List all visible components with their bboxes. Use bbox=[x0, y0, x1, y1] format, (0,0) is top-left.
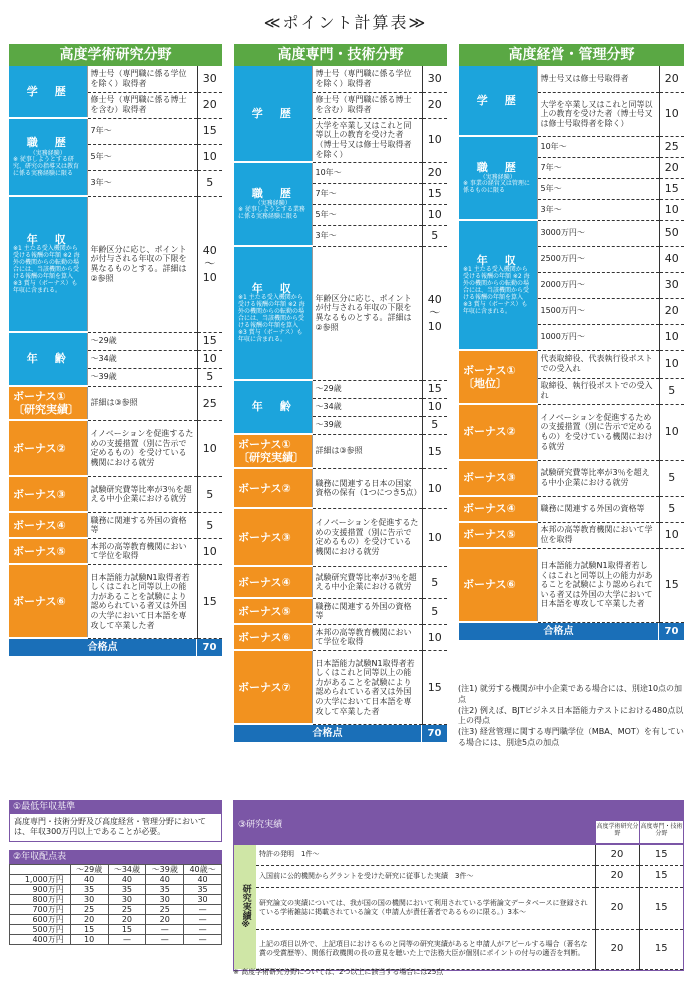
bonus-row: 詳細は③参照 bbox=[312, 434, 422, 468]
col-header-professional: 高度専門・技術分野 bbox=[639, 821, 683, 843]
points-value: 10 bbox=[197, 420, 222, 476]
income-row: 年齢区分に応じ、ポイントが付与される年収の下限を異なるものとする。詳細は②参照 bbox=[312, 246, 422, 380]
points-value: 15 bbox=[197, 118, 222, 144]
note-item: (注3) 経営管理に関する専門職学位（MBA、MOT）を有している場合には、別途5点の加点 bbox=[458, 727, 684, 747]
bonus-row: 職務に関連する外国の資格等 bbox=[537, 496, 659, 522]
bonus-label: ボーナス④ bbox=[234, 566, 312, 598]
points-value: 20 bbox=[659, 298, 684, 324]
points-value: 40 〜 10 bbox=[422, 246, 447, 380]
points-value: 10 bbox=[422, 468, 447, 508]
points-value: 5 bbox=[659, 496, 684, 522]
table-row: 上記の項目以外で、上記項目におけるものと同等の研究実績があると申請人がアピールする場合（著名な賞の受賞歴等）、関係行政機関の長の意見を聴いた上で法務大臣が個別にポイントの付与の適否を判断。 20 15 bbox=[234, 929, 683, 969]
points-table bbox=[234, 66, 447, 725]
bonus-row: 取締役、執行役ポストでの受入れ bbox=[537, 378, 659, 404]
bonus-row: イノベーションを促進するための支援措置（別に告示で定めるもの）を受けている機関における就労 bbox=[537, 404, 659, 460]
age-row: 〜34歳 bbox=[312, 398, 422, 416]
points-value: 20 bbox=[422, 162, 447, 183]
points-value: 10 bbox=[422, 508, 447, 566]
career-row: 3年〜 bbox=[87, 170, 197, 196]
income-label: 年 収 ※1 主たる受入機関から受ける報酬の年額 ※2 海外の機関からの転勤の場合には、当該機関から受ける報酬の年額を算入 ※3 賞与（ボーナス）も年収に含まれる。 bbox=[9, 196, 87, 332]
income-row: 年齢区分に応じ、ポイントが付与される年収の下限を異なるものとする。詳細は②参照 bbox=[87, 196, 197, 332]
career-label: 職 歴 （実務経験） ※ 事業の経営又は管理に係るものに限る bbox=[459, 136, 537, 220]
table-row: 500万円 15 15 — — bbox=[10, 925, 222, 935]
career-row: 5年〜 bbox=[312, 204, 422, 225]
table-row: 600万円 20 20 20 — bbox=[10, 915, 222, 925]
note-item: (注1) 就労する機関が中小企業である場合には、別途10点の加点 bbox=[458, 684, 683, 704]
points-value: 10 bbox=[659, 324, 684, 350]
points-value: 15 bbox=[659, 548, 684, 622]
career-row: 5年〜 bbox=[87, 144, 197, 170]
points-value: 20 bbox=[422, 92, 447, 118]
income-row: 2500万円〜 bbox=[537, 246, 659, 272]
income-label: 年 収 ※1 主たる受入機関から受ける報酬の年額 ※2 海外の機関からの転勤の場合には、当該機関から受ける報酬の年額を算入 ※3 賞与（ボーナス）も年収に含まれる。 bbox=[234, 246, 312, 380]
career-row: 3年〜 bbox=[537, 199, 659, 220]
points-value: 50 bbox=[659, 220, 684, 246]
age-row: 〜29歳 bbox=[87, 332, 197, 350]
points-value: 10 bbox=[659, 350, 684, 378]
bonus-row: 代表取締役、代表執行役ポストでの受入れ bbox=[537, 350, 659, 378]
points-value: 15 bbox=[197, 564, 222, 638]
column-header: 高度経営・管理分野 bbox=[459, 44, 684, 66]
column-business-management bbox=[459, 44, 684, 640]
career-row: 7年〜 bbox=[537, 157, 659, 178]
bonus-label: ボーナス⑤ bbox=[234, 598, 312, 624]
page-title: ≪ポイント計算表≫ bbox=[263, 13, 428, 32]
bonus-row: 職務に関連する日本の国家資格の保有（1つにつき5点） bbox=[312, 468, 422, 508]
bonus-label: ボーナス② bbox=[459, 404, 537, 460]
table-row: 研究実績※ 特許の発明 1件〜 20 15 bbox=[234, 845, 683, 865]
points-value: 5 bbox=[659, 460, 684, 496]
bonus-row: イノベーションを促進するための支援措置（別に告示で定めるもの）を受けている機関における就労 bbox=[87, 420, 197, 476]
bonus-label: ボーナス⑤ bbox=[9, 538, 87, 564]
bonus-label: ボーナス④ bbox=[459, 496, 537, 522]
bonus-label: ボーナス③ bbox=[9, 476, 87, 512]
bonus-row: 日本語能力試験N1取得者若しくはこれと同等以上の能力があることを試験により認められている者又は外国の大学において日本語を専攻して卒業した者 bbox=[312, 650, 422, 724]
age-row: 〜39歳 bbox=[87, 368, 197, 386]
points-value: 10 bbox=[422, 624, 447, 650]
points-value: 10 bbox=[197, 538, 222, 564]
points-table bbox=[459, 66, 684, 623]
col-header-academic: 高度学術研究分野 bbox=[595, 821, 639, 843]
points-value: 5 bbox=[197, 368, 222, 386]
bonus-row: 試験研究費等比率が3％を超える中小企業における就労 bbox=[87, 476, 197, 512]
points-value: 10 bbox=[659, 199, 684, 220]
table-row: 700万円 25 25 25 — bbox=[10, 905, 222, 915]
table-row: 入国前に公的機関からグラントを受けた研究に従事した実績 3件〜 20 15 bbox=[234, 865, 683, 887]
points-value: 20 bbox=[659, 157, 684, 178]
bonus-row: 日本語能力試験N1取得者若しくはこれと同等以上の能力があることを試験により認められている者又は外国の大学において日本語を専攻して卒業した者 bbox=[537, 548, 659, 622]
points-value: 15 bbox=[422, 380, 447, 398]
note-item: (注2) 例えば、BJTビジネス日本語能力テストにおける480点以上の得点 bbox=[458, 705, 684, 726]
bonus-row: 試験研究費等比率が3％を超える中小企業における就労 bbox=[537, 460, 659, 496]
education-row: 修士号（専門職に係る博士を含む）取得者 bbox=[312, 92, 422, 118]
income-row: 2000万円〜 bbox=[537, 272, 659, 298]
table-row: 研究論文の実績については、我が国の国の機関において利用されている学術論文データベースに登録されている学術雑誌に掲載されている論文（申請人が責任著者であるものに限る。）3本〜 20 15 bbox=[234, 887, 683, 929]
age-label: 年 齢 bbox=[9, 332, 87, 386]
bonus-label: ボーナス② bbox=[234, 468, 312, 508]
education-row: 博士号又は修士号取得者 bbox=[537, 66, 659, 92]
career-row: 3年〜 bbox=[312, 225, 422, 246]
points-value: 15 bbox=[422, 434, 447, 468]
income-row: 1500万円〜 bbox=[537, 298, 659, 324]
box-title: ①最低年収基準 bbox=[9, 800, 222, 814]
pass-score-bar: 合格点 70 bbox=[459, 623, 684, 640]
income-points-table bbox=[9, 850, 222, 945]
bonus-label: ボーナス③ bbox=[459, 460, 537, 496]
pass-score-bar: 合格点 70 bbox=[9, 639, 222, 656]
points-value: 25 bbox=[659, 136, 684, 157]
points-value: 5 bbox=[197, 170, 222, 196]
income-row: 3000万円〜 bbox=[537, 220, 659, 246]
table-row: 400万円 10 — — — bbox=[10, 935, 222, 945]
bonus-label: ボーナス⑤ bbox=[459, 522, 537, 548]
points-value: 40 bbox=[659, 246, 684, 272]
education-row: 大学を卒業し又はこれと同等以上の教育を受けた者（博士号又は修士号取得者を除く） bbox=[312, 118, 422, 162]
education-row: 博士号（専門職に係る学位を除く）取得者 bbox=[312, 66, 422, 92]
age-row: 〜39歳 bbox=[312, 416, 422, 434]
points-value: 10 bbox=[422, 204, 447, 225]
column-header: 高度専門・技術分野 bbox=[234, 44, 447, 66]
bonus-label: ボーナス① 〔研究実績〕 bbox=[234, 434, 312, 468]
education-label: 学 歴 bbox=[9, 66, 87, 118]
points-value: 10 bbox=[197, 350, 222, 368]
column-professional-technical bbox=[234, 44, 447, 742]
income-row: 1000万円〜 bbox=[537, 324, 659, 350]
education-label: 学 歴 bbox=[234, 66, 312, 162]
box-title: ②年収配点表 bbox=[9, 850, 222, 864]
points-value: 20 bbox=[659, 66, 684, 92]
points-value: 30 bbox=[197, 66, 222, 92]
education-row: 博士号（専門職に係る学位を除く）取得者 bbox=[87, 66, 197, 92]
bonus-row: イノベーションを促進するための支援措置（別に告示で定めるもの）を受けている機関における就労 bbox=[312, 508, 422, 566]
education-row: 修士号（専門職に係る博士を含む）取得者 bbox=[87, 92, 197, 118]
pass-score-bar: 合格点 70 bbox=[234, 725, 447, 742]
table-row: 800万円 30 30 30 30 bbox=[10, 895, 222, 905]
bonus-row: 本邦の高等教育機関において学位を取得 bbox=[312, 624, 422, 650]
points-value: 15 bbox=[659, 178, 684, 199]
bonus-label: ボーナス⑥ bbox=[459, 548, 537, 622]
bonus-row: 本邦の高等教育機関において学位を取得 bbox=[87, 538, 197, 564]
bonus-row: 試験研究費等比率が3％を超える中小企業における就労 bbox=[312, 566, 422, 598]
career-row: 7年〜 bbox=[312, 183, 422, 204]
notes bbox=[458, 684, 684, 749]
points-value: 15 bbox=[197, 332, 222, 350]
research-box bbox=[233, 800, 684, 971]
points-value: 10 bbox=[659, 404, 684, 460]
research-header bbox=[234, 801, 683, 845]
points-value: 10 bbox=[659, 522, 684, 548]
bonus-label: ボーナス⑥ bbox=[9, 564, 87, 638]
box-text: 高度専門・技術分野及び高度経営・管理分野においては、年収300万円以上であることが必要。 bbox=[9, 814, 222, 842]
career-label: 職 歴 （実務経験） ※ 従事しようとする研究、研究の指導又は教育に係る実務経験に限る bbox=[9, 118, 87, 196]
table-row: 900万円 35 35 35 35 bbox=[10, 885, 222, 895]
points-value: 30 bbox=[422, 66, 447, 92]
career-row: 10年〜 bbox=[537, 136, 659, 157]
points-value: 5 bbox=[659, 378, 684, 404]
income-label: 年 収 ※1 主たる受入機関から受ける報酬の年額 ※2 海外の機関からの転勤の場合には、当該機関から受ける報酬の年額を算入 ※3 賞与（ボーナス）も年収に含まれる。 bbox=[459, 220, 537, 350]
income-grid: 〜29歳 〜34歳 〜39歳 40歳〜 1,000万円 40 40 40 40 900万円 35 35 35 35 800万円 30 30 30 30 700万円 25 25 25 — 600万円 20 20 20 — 500万円 15 15 — — 400万円 10 — — — bbox=[9, 864, 222, 945]
age-row: 〜29歳 bbox=[312, 380, 422, 398]
points-value: 5 bbox=[422, 225, 447, 246]
column-header: 高度学術研究分野 bbox=[9, 44, 222, 66]
education-row: 大学を卒業し又はこれと同等以上の教育を受けた者（博士号又は修士号取得者を除く） bbox=[537, 92, 659, 136]
bonus-label: ボーナス① 〔地位〕 bbox=[459, 350, 537, 404]
footnote: ※ 高度学術研究分野については、2つ以上に該当する場合には25点 bbox=[233, 968, 444, 976]
points-value: 15 bbox=[422, 183, 447, 204]
points-value: 25 bbox=[197, 386, 222, 420]
education-label: 学 歴 bbox=[459, 66, 537, 136]
points-value: 10 bbox=[422, 398, 447, 416]
bonus-label: ボーナス⑥ bbox=[234, 624, 312, 650]
bonus-row: 詳細は③参照 bbox=[87, 386, 197, 420]
bonus-label: ボーナス③ bbox=[234, 508, 312, 566]
points-value: 5 bbox=[197, 476, 222, 512]
bonus-label: ボーナス② bbox=[9, 420, 87, 476]
career-row: 7年〜 bbox=[87, 118, 197, 144]
career-label: 職 歴 （実務経験） ※ 従事しようとする業務に係る実務経験に限る bbox=[234, 162, 312, 246]
points-value: 15 bbox=[422, 650, 447, 724]
research-table bbox=[234, 845, 683, 970]
points-table bbox=[9, 66, 222, 639]
age-label: 年 齢 bbox=[234, 380, 312, 434]
points-value: 10 bbox=[659, 92, 684, 136]
bonus-row: 職務に関連する外国の資格等 bbox=[312, 598, 422, 624]
points-value: 30 bbox=[659, 272, 684, 298]
points-value: 5 bbox=[197, 512, 222, 538]
points-value: 5 bbox=[422, 416, 447, 434]
table-row: 1,000万円 40 40 40 40 bbox=[10, 875, 222, 885]
min-income-box bbox=[9, 800, 222, 842]
points-value: 20 bbox=[197, 92, 222, 118]
age-row: 〜34歳 bbox=[87, 350, 197, 368]
bonus-label: ボーナス④ bbox=[9, 512, 87, 538]
points-value: 10 bbox=[422, 118, 447, 162]
research-side-label: 研究実績※ bbox=[234, 845, 256, 969]
bonus-row: 本邦の高等教育機関において学位を取得 bbox=[537, 522, 659, 548]
points-value: 40 〜 10 bbox=[197, 196, 222, 332]
career-row: 5年〜 bbox=[537, 178, 659, 199]
column-academic-research bbox=[9, 44, 222, 656]
points-value: 5 bbox=[422, 598, 447, 624]
bonus-label: ボーナス⑦ bbox=[234, 650, 312, 724]
bonus-row: 職務に関連する外国の資格等 bbox=[87, 512, 197, 538]
points-value: 10 bbox=[197, 144, 222, 170]
bonus-label: ボーナス① 〔研究実績〕 bbox=[9, 386, 87, 420]
points-value: 5 bbox=[422, 566, 447, 598]
career-row: 10年〜 bbox=[312, 162, 422, 183]
box-title: ③研究実績 bbox=[238, 819, 283, 830]
bonus-row: 日本語能力試験N1取得者若しくはこれと同等以上の能力があることを試験により認められている者又は外国の大学において日本語を専攻して卒業した者 bbox=[87, 564, 197, 638]
